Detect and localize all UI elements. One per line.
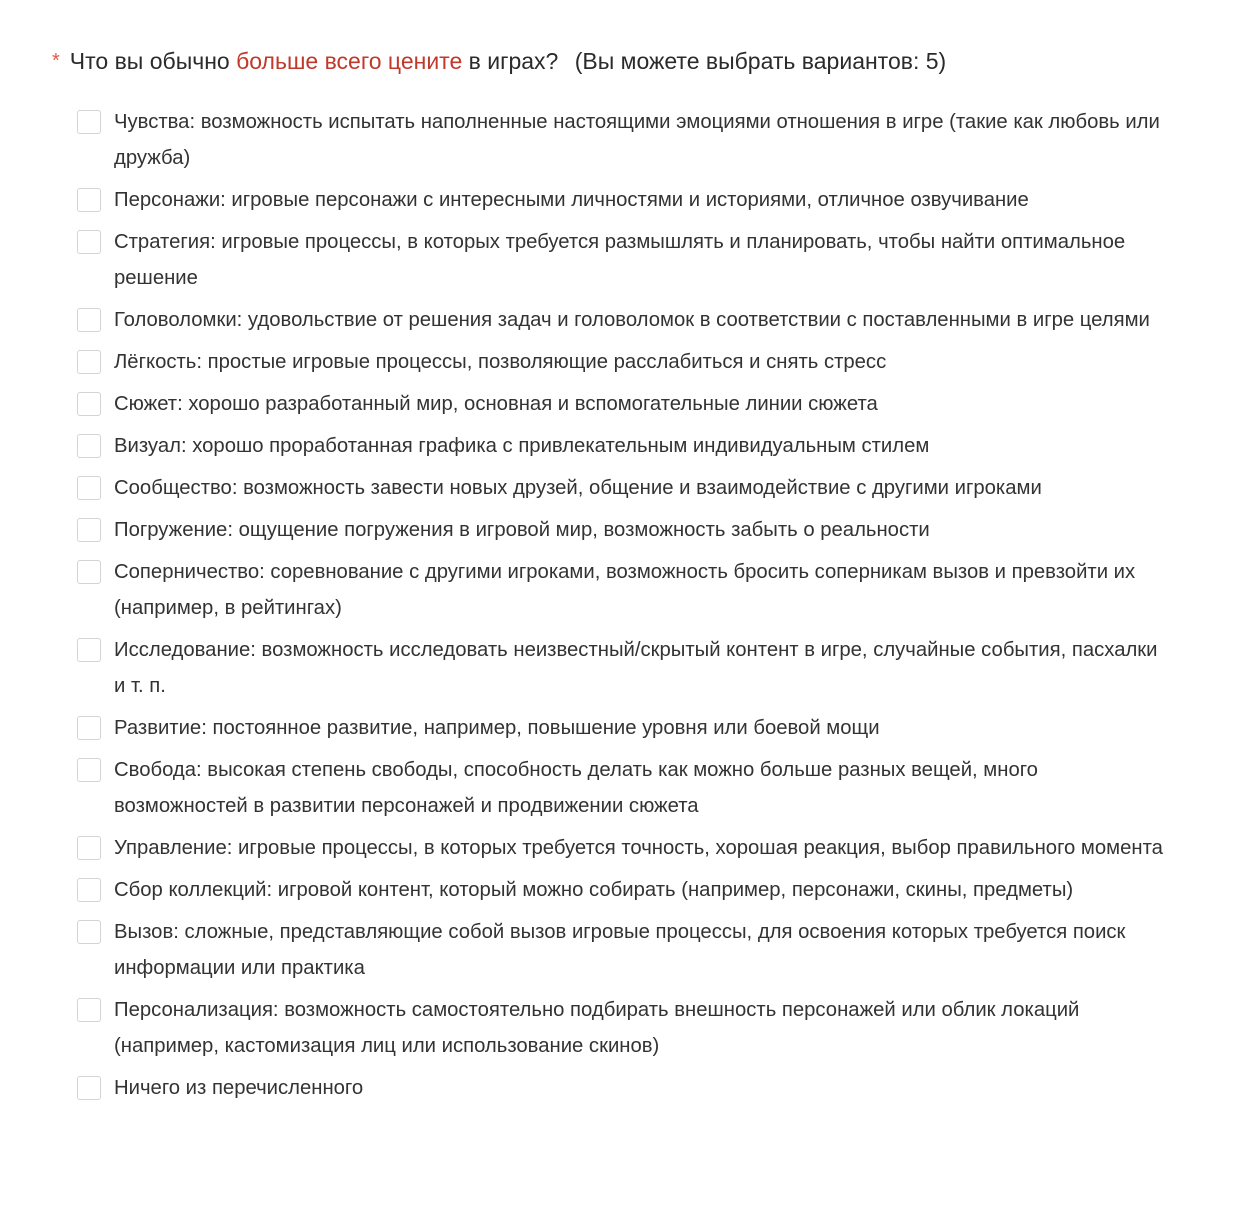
option-characters[interactable]: [77, 182, 1177, 218]
option-visuals[interactable]: [77, 428, 1177, 464]
checkbox[interactable]: [77, 476, 101, 500]
option-feelings[interactable]: [77, 104, 1177, 176]
option-label: Развитие: постоянное развитие, например, повышение уровня или боевой мощи: [114, 717, 880, 739]
question-text-after: в играх?: [468, 48, 559, 74]
option-label: Головоломки: удовольствие от решения задач и головоломок в соответствии с поставленными в игре целями: [114, 309, 1150, 331]
checkbox[interactable]: [77, 836, 101, 860]
checkbox[interactable]: [77, 716, 101, 740]
option-control[interactable]: [77, 830, 1177, 866]
options-list: [77, 104, 1177, 1112]
option-label: Сообщество: возможность завести новых друзей, общение и взаимодействие с другими игроками: [114, 477, 1042, 499]
option-immersion[interactable]: [77, 512, 1177, 548]
option-label: Сюжет: хорошо разработанный мир, основная и вспомогательные линии сюжета: [114, 393, 878, 415]
option-personalization[interactable]: [77, 992, 1177, 1064]
option-none[interactable]: [77, 1070, 1177, 1106]
required-asterisk: *: [52, 50, 60, 72]
option-label: Ничего из перечисленного: [114, 1077, 364, 1099]
option-label: Соперничество: соревнование с другими игроками, возможность бросить соперникам вызов и превзойти их (например, в рейтингах): [114, 561, 1136, 619]
option-exploration[interactable]: [77, 632, 1177, 704]
checkbox[interactable]: [77, 110, 101, 134]
checkbox[interactable]: [77, 188, 101, 212]
selection-limit-hint: (Вы можете выбрать вариантов: 5): [574, 48, 947, 74]
option-label: Чувства: возможность испытать наполненные настоящими эмоциями отношения в игре (такие как любовь или дружба): [114, 111, 1160, 169]
option-label: Стратегия: игровые процессы, в которых требуется размышлять и планировать, чтобы найти оптимальное решение: [114, 231, 1126, 289]
option-collecting[interactable]: [77, 872, 1177, 908]
option-label: Исследование: возможность исследовать неизвестный/скрытый контент в игре, случайные события, пасхалки и т. п.: [114, 639, 1158, 697]
checkbox[interactable]: [77, 878, 101, 902]
option-label: Визуал: хорошо проработанная графика с привлекательным индивидуальным стилем: [114, 435, 930, 457]
option-story[interactable]: [77, 386, 1177, 422]
checkbox[interactable]: [77, 998, 101, 1022]
option-ease[interactable]: [77, 344, 1177, 380]
checkbox[interactable]: [77, 308, 101, 332]
question-highlight: больше всего цените: [236, 48, 463, 74]
option-progression[interactable]: [77, 710, 1177, 746]
option-label: Сбор коллекций: игровой контент, который можно собирать (например, персонажи, скины, предметы): [114, 879, 1074, 901]
option-label: Погружение: ощущение погружения в игровой мир, возможность забыть о реальности: [114, 519, 930, 541]
option-label: Вызов: сложные, представляющие собой вызов игровые процессы, для освоения которых требуется поиск информации или практика: [114, 921, 1126, 979]
checkbox[interactable]: [77, 230, 101, 254]
checkbox[interactable]: [77, 560, 101, 584]
checkbox[interactable]: [77, 920, 101, 944]
checkbox[interactable]: [77, 1076, 101, 1100]
option-puzzles[interactable]: [77, 302, 1177, 338]
checkbox[interactable]: [77, 758, 101, 782]
option-competition[interactable]: [77, 554, 1177, 626]
question-title: [52, 44, 946, 78]
checkbox[interactable]: [77, 518, 101, 542]
option-community[interactable]: [77, 470, 1177, 506]
option-label: Управление: игровые процессы, в которых требуется точность, хорошая реакция, выбор правильного момента: [114, 837, 1163, 859]
option-freedom[interactable]: [77, 752, 1177, 824]
option-strategy[interactable]: [77, 224, 1177, 296]
question-text-before: Что вы обычно: [69, 48, 230, 74]
checkbox[interactable]: [77, 350, 101, 374]
option-label: Персонализация: возможность самостоятельно подбирать внешность персонажей или облик локаций (например, кастомизация лиц или использование скинов): [114, 999, 1080, 1057]
checkbox[interactable]: [77, 434, 101, 458]
checkbox[interactable]: [77, 638, 101, 662]
option-label: Персонажи: игровые персонажи с интересными личностями и историями, отличное озвучивание: [114, 189, 1029, 211]
checkbox[interactable]: [77, 392, 101, 416]
option-challenge[interactable]: [77, 914, 1177, 986]
option-label: Свобода: высокая степень свободы, способность делать как можно больше разных вещей, много возможностей в развитии персонажей и продвижении сюжета: [114, 759, 1038, 817]
option-label: Лёгкость: простые игровые процессы, позволяющие расслабиться и снять стресс: [114, 351, 887, 373]
